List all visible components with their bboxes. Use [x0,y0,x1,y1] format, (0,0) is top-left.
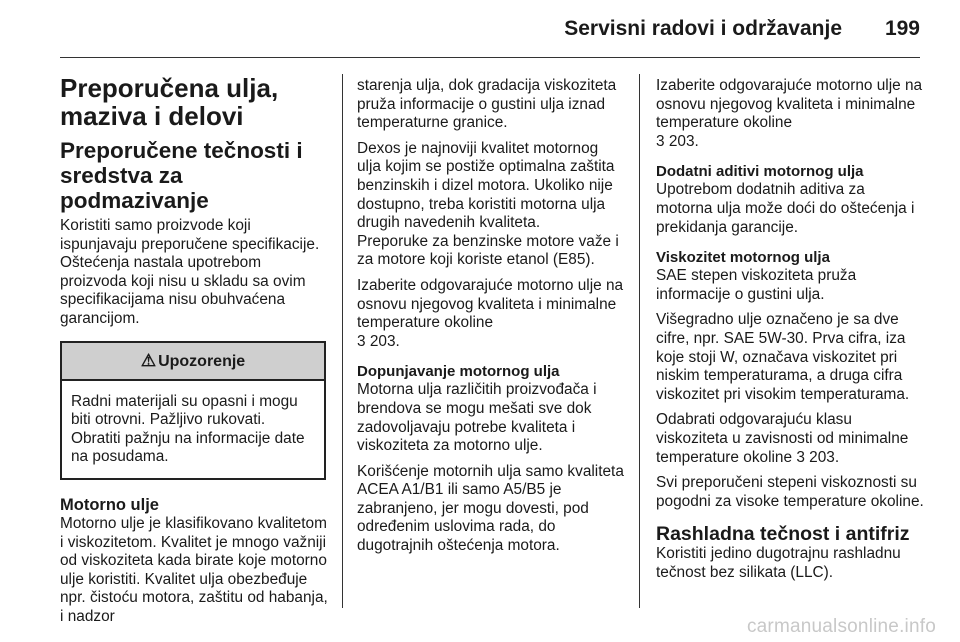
page-reference-icon: 3 [357,332,366,350]
watermark: carmanualsonline.info [746,616,936,637]
subsection-title-additives: Dodatni aditivi motornog ulja [656,163,864,181]
warning-box [60,341,326,480]
page-reference: 203. [668,132,699,150]
column-2 [357,77,625,563]
column-divider-2 [639,74,640,608]
paragraph: Preporuke za benzinske motore važe i za motore koji koriste etanol (E85). [357,232,619,269]
paragraph-text: Odabrati odgovarajuću klasu viskoziteta u zavisnosti od minimalne temperature okoline [656,411,909,466]
running-title: Servisni radovi i održavanje [564,17,842,40]
paragraph: Upotrebom dodatnih aditiva za motorna ulja može doći do oštećenja i prekidanja garancije. [656,181,915,236]
subsection-title-motor-oil: Motorno ulje [60,495,159,514]
page-reference-icon: 3 [796,448,805,466]
header-rule [60,57,920,58]
section-title-coolant: Rashladna tečnost i antifriz [656,523,910,546]
column-3 [656,77,924,589]
paragraph: starenja ulja, dok gradacija viskoziteta pruža informacije o gustini ulja iznad temperaturne granice. [357,77,617,132]
paragraph: Koristiti jedino dugotrajnu rashladnu tečnost bez silikata (LLC). [656,545,901,581]
warning-header [62,343,324,381]
paragraph: Dexos je najnoviji kvalitet motornog ulja kojim se postiže optimalna zaštita benzinskih i dizel motora. Ukoliko nije dostupno, treba koristiti motorna ulja drugih navedenih kvaliteta. [357,139,615,232]
paragraph: Svi preporučeni stepeni viskoznosti su pogodni za visoke temperature okoline. [656,474,924,510]
warning-label: Upozorenje [158,352,246,370]
subsection-title-viscosity: Viskozitet motornog ulja [656,249,830,267]
warning-triangle-icon: ⚠ [140,350,157,370]
column-1 [60,74,330,634]
page-reference-icon: 3 [656,132,665,150]
paragraph: Višegradno ulje označeno je sa dve cifre, npr. SAE 5W-30. Prva cifra, iza koje stoji W, označava viskozitet pri niskim temperaturama, a druga cifra viskozitet pri visokim temperaturama. [656,311,910,403]
paragraph [656,411,924,467]
warning-text: Radni materijali su opasni i mogu biti otrovni. Pažljivo rukovati. Obratiti pažnju na informacije date na posudama. [71,392,305,466]
page-header [0,0,960,60]
paragraph [357,277,625,351]
paragraph: Motorna ulja različitih proizvođača i brendova se mogu mešati sve dok zadovoljavaju potrebe kvaliteta i viskoziteta za motorno ulje. [357,381,597,455]
chapter-title: Preporučena ulja, maziva i delovi [60,73,279,131]
page-number: 199 [884,17,920,40]
paragraph [656,77,924,151]
page-reference: 203. [369,332,400,350]
paragraph-text: Izaberite odgovarajuće motorno ulje na osnovu njegovog kvaliteta i minimalne temperature okoline [357,276,624,332]
section-title: Preporučene tečnosti i sredstva za podmazivanje [60,138,303,213]
intro-paragraph: Koristiti samo proizvode koji ispunjavaju preporučene specifikacije. Oštećenja nastala upotrebom proizvoda koji nisu u skladu sa ovim specifikacijama nisu obuhvaćena garancijom. [60,217,320,327]
paragraph-text: Izaberite odgovarajuće motorno ulje na osnovu njegovog kvaliteta i minimalne temperature okoline [656,77,923,132]
page-reference: 203. [809,448,840,466]
subsection-title-topping-up: Dopunjavanje motornog ulja [357,363,560,381]
column-divider-1 [342,74,343,608]
paragraph: Korišćenje motornih ulja samo kvaliteta ACEA A1/B1 ili samo A5/B5 je zabranjeno, jer mogu dovesti, pod određenim uslovima rada, do dugotrajnih oštećenja motora. [357,462,624,555]
motor-oil-paragraph: Motorno ulje je klasifikovano kvalitetom i viskozitetom. Kvalitet je mnogo važniji od viskoziteta kada birate koje motorno ulje koristiti. Kvalitet ulja obezbeđuje npr. čistoću motora, zaštitu od habanja, i nadzor [60,514,328,625]
paragraph: SAE stepen viskoziteta pruža informacije o gustini ulja. [656,267,857,303]
